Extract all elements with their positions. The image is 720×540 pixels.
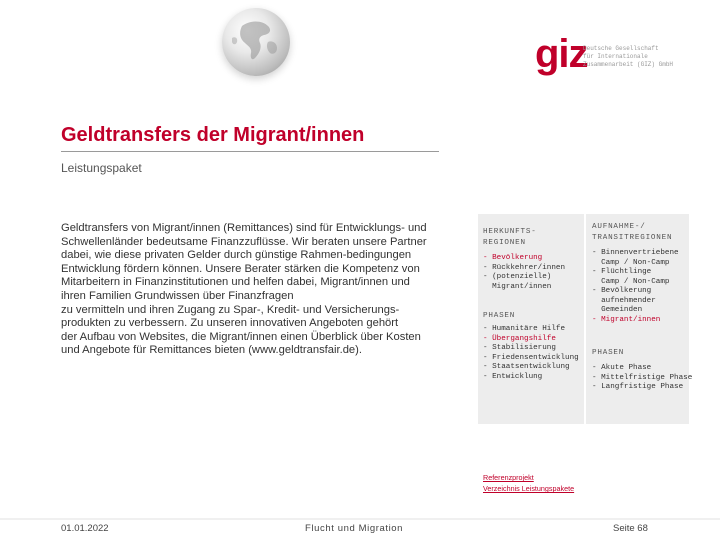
- body-line: Entwicklung fördern können. Unsere Berater stärken die Kompetenz von: [61, 262, 420, 275]
- body-line: ihren Familien Grundwissen über Finanzfragen: [61, 289, 294, 302]
- list-item: - Stabilisierung: [483, 344, 556, 352]
- logo-wordmark: giz: [535, 32, 588, 76]
- page-title: Geldtransfers der Migrant/innen: [61, 124, 365, 146]
- phases-list: [592, 364, 692, 393]
- logo-text-line: für Internationale: [583, 53, 648, 60]
- list-item: - Bevölkerung: [592, 287, 652, 295]
- list-item: - Friedensentwicklung: [483, 353, 579, 362]
- list-item: - Mittelfristige Phase: [592, 373, 693, 382]
- footer-title: Flucht und Migration: [305, 523, 404, 534]
- list-item: - Langfristige Phase: [592, 383, 684, 391]
- body-line: dabei, wie diese privaten Gelder durch günstige Rahmen-bedingungen: [61, 249, 412, 262]
- title-divider: [61, 151, 439, 152]
- list-item: aufnehmender: [592, 296, 656, 305]
- list-item: Camp / Non-Camp: [592, 258, 670, 267]
- list-item: - Humanitäre Hilfe: [483, 325, 566, 333]
- list-item: - Rückkehrer/innen: [483, 263, 566, 272]
- origin-regions-heading: [483, 227, 537, 249]
- page-subtitle: Leistungspaket: [61, 161, 142, 175]
- list-item: - Übergangshilfe: [483, 334, 556, 343]
- list-item: Migrant/innen: [483, 282, 552, 291]
- list-item: - Akute Phase: [592, 364, 652, 372]
- globe-image: [222, 8, 290, 76]
- list-item: - Binnenvertriebene: [592, 249, 679, 257]
- phases-heading: PHASEN: [483, 312, 516, 320]
- logo-text-line: Zusammenarbeit (GIZ) GmbH: [583, 61, 674, 68]
- body-line: Geldtransfers von Migrant/innen (Remittances) sind für Entwicklungs- und: [61, 222, 427, 234]
- reference-project-link[interactable]: Referenzprojekt: [483, 473, 534, 482]
- phases-heading: PHASEN: [592, 349, 625, 357]
- page-number: Seite 68: [613, 523, 648, 534]
- logo-text-line: Deutsche Gesellschaft: [583, 45, 659, 52]
- body-paragraph: [61, 222, 461, 358]
- footer-date: 01.01.2022: [61, 523, 109, 534]
- transit-regions-list: [592, 249, 679, 325]
- transit-regions-panel: [586, 214, 693, 424]
- footer-divider: [0, 518, 720, 520]
- list-item: Gemeinden: [592, 306, 643, 314]
- service-packages-directory-link[interactable]: Verzeichnis Leistungspakete: [483, 484, 575, 493]
- body-line: produkten zu verbessern. Zu unseren innovativen Angeboten gehört: [61, 317, 399, 330]
- heading-line: TRANSITREGIONEN: [592, 234, 673, 242]
- giz-logo: [535, 32, 685, 76]
- related-links: [483, 472, 574, 494]
- body-line: und Angebote für Remittances bieten (www.geldtransfair.de).: [61, 344, 362, 357]
- transit-regions-heading: [592, 222, 672, 244]
- list-item: - Entwicklung: [483, 372, 543, 381]
- globe-continents: [222, 8, 290, 76]
- phases-list: [483, 325, 579, 382]
- list-item: - (potenzielle): [483, 273, 552, 281]
- list-item: - Migrant/innen: [592, 315, 661, 324]
- body-line: zu vermitteln und ihren Zugang zu Spar-, Kredit- und Versicherungs-: [61, 303, 400, 316]
- body-line: Mitarbeitern in Finanzinstitutionen und helfen dabei, Migrant/innen und: [61, 276, 410, 289]
- heading-line: HERKUNFTS-: [483, 228, 537, 236]
- heading-line: REGIONEN: [483, 239, 526, 247]
- body-line: der Aufbau von Websites, die Migrant/innen einen Überblick über Kosten: [61, 330, 421, 343]
- list-item: - Staatsentwicklung: [483, 363, 570, 371]
- heading-line: AUFNAHME-/: [592, 223, 646, 231]
- list-item: Camp / Non-Camp: [592, 277, 670, 286]
- list-item: - Flüchtlinge: [592, 268, 652, 276]
- list-item: - Bevölkerung: [483, 254, 543, 262]
- origin-regions-panel: [478, 214, 584, 424]
- logo-organization-text: [583, 45, 683, 69]
- body-line: Schwellenländer bedeutsame Finanzzuflüsse. Wir beraten unsere Partner: [61, 235, 427, 248]
- origin-regions-list: [483, 254, 565, 292]
